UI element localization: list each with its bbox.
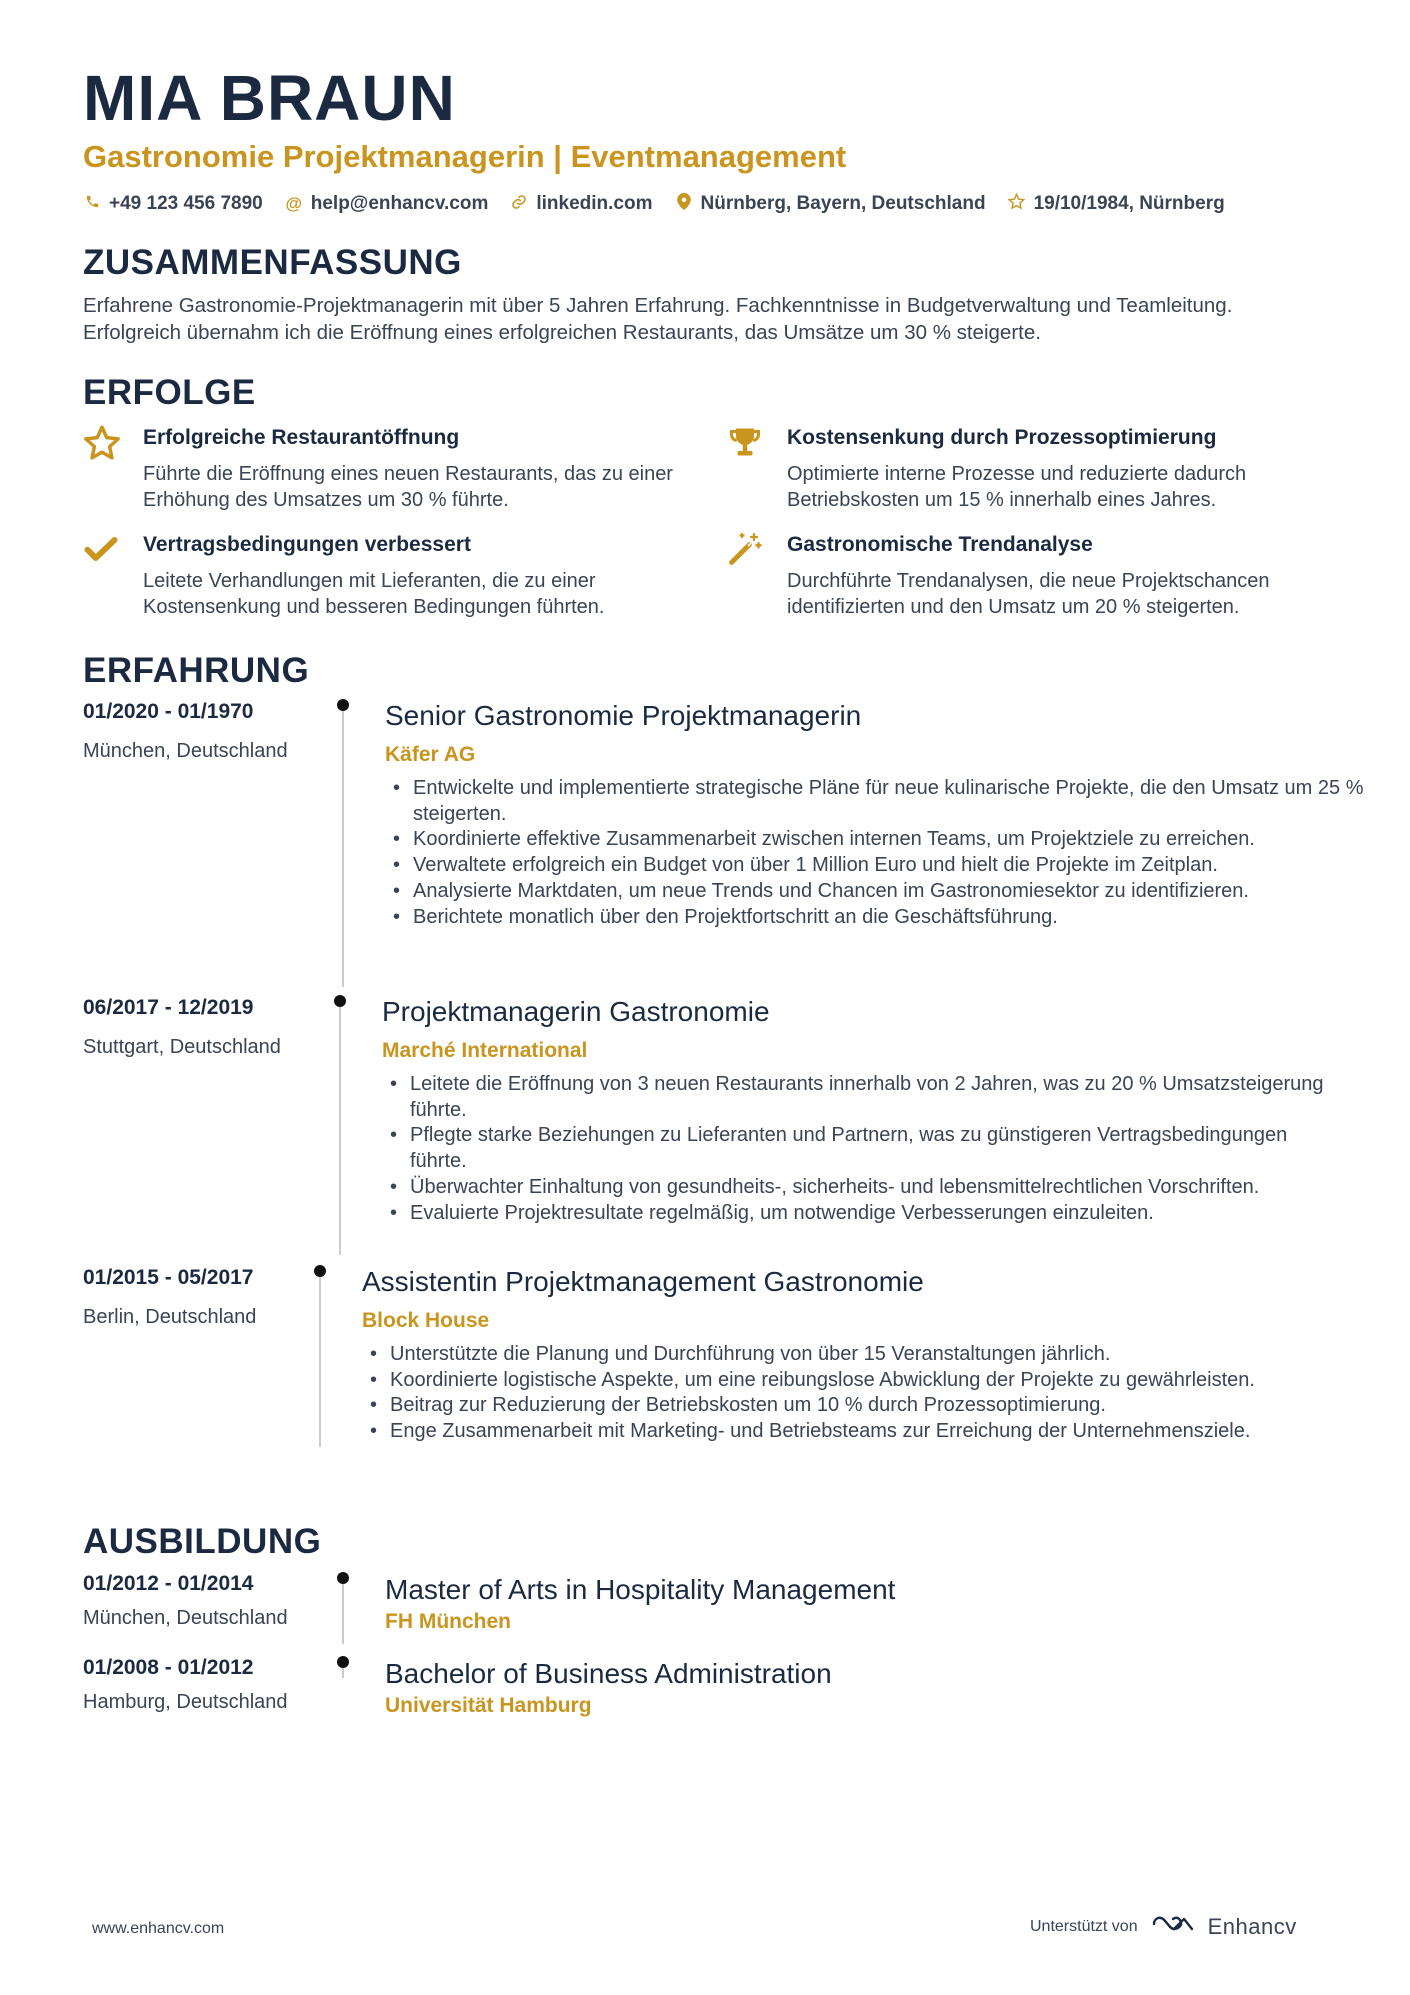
candidate-name: MIA BRAUN <box>83 62 456 134</box>
job-title: Projektmanagerin Gastronomie <box>382 996 770 1027</box>
timeline-line <box>342 711 344 987</box>
achievement-title: Vertragsbedingungen verbessert <box>143 533 471 556</box>
contact-location <box>675 193 986 215</box>
job-bullet: • Leitete die Eröffnung von 3 neuen Restaurants innerhalb von 2 Jahren, was zu 20 % Umsatzsteigerung führte. <box>382 1072 1342 1123</box>
education-title: AUSBILDUNG <box>83 1522 322 1561</box>
job-bullet: • Koordinierte effektive Zusammenarbeit zwischen internen Teams, um Projektziele zu erreichen. <box>385 827 1410 853</box>
job-bullet: • Verwaltete erfolgreich ein Budget von über 1 Million Euro und hielt die Projekte im Zeitplan. <box>385 853 1410 879</box>
job-company: Marché International <box>382 1039 588 1062</box>
timeline-dot <box>337 1572 349 1584</box>
timeline-dot <box>334 995 346 1007</box>
timeline-dot <box>337 699 349 711</box>
job-bullet: • Pflegte starke Beziehungen zu Lieferanten und Partnern, was zu günstigeren Vertragsbedingungen führte. <box>382 1123 1342 1174</box>
summary-text: Erfahrene Gastronomie-Projektmanagerin mit über 5 Jahren Erfahrung. Fachkenntnisse in Budgetverwaltung und Teamleitung. Erfolgreich übernahm ich die Eröffnung eines erfolgreichen Restaurants, das Umsätze um 30 % steigerte. <box>83 294 1233 344</box>
job-bullets <box>362 1342 1302 1445</box>
achievements-title: ERFOLGE <box>83 373 256 412</box>
magic-wand-icon <box>727 531 767 571</box>
contact-email[interactable] <box>285 193 489 215</box>
job-date: 06/2017 - 12/2019 <box>83 996 254 1019</box>
contact-birth-text: 19/10/1984, Nürnberg <box>1033 193 1225 214</box>
achievement-desc: Leitete Verhandlungen mit Lieferanten, die zu einer Kostensenkung und besseren Bedingungen führten. <box>143 570 605 618</box>
job-title: Senior Gastronomie Projektmanagerin <box>385 700 862 731</box>
summary-title: ZUSAMMENFASSUNG <box>83 243 462 282</box>
job-date: 01/2015 - 05/2017 <box>83 1266 254 1289</box>
job-bullets <box>382 1072 1342 1226</box>
contact-email-text: help@enhancv.com <box>310 193 489 214</box>
edu-school: Universität Hamburg <box>385 1694 592 1717</box>
job-bullet: • Enge Zusammenarbeit mit Marketing- und Betriebsteams zur Erreichung der Unternehmensziele. <box>362 1419 1302 1445</box>
timeline-line <box>319 1277 321 1447</box>
timeline-line <box>342 1668 344 1678</box>
job-bullet: • Koordinierte logistische Aspekte, um eine reibungslose Abwicklung der Projekte zu gewährleisten. <box>362 1368 1302 1394</box>
achievement-desc: Durchführte Trendanalysen, die neue Projektschancen identifizierten und den Umsatz um 20 % steigerten. <box>787 570 1270 618</box>
contact-birth <box>1008 193 1225 215</box>
achievement-title: Gastronomische Trendanalyse <box>787 533 1093 556</box>
edu-date: 01/2008 - 01/2012 <box>83 1656 254 1679</box>
contact-linkedin[interactable] <box>510 193 652 215</box>
job-location: Stuttgart, Deutschland <box>83 1036 281 1058</box>
link-icon <box>510 194 528 215</box>
achievement-title: Erfolgreiche Restaurantöffnung <box>143 426 460 449</box>
powered-by-label: Unterstützt von <box>1030 1917 1138 1935</box>
location-icon <box>675 193 693 215</box>
footer-website[interactable]: www.enhancv.com <box>92 1920 225 1937</box>
job-bullets <box>385 776 1410 930</box>
experience-title: ERFAHRUNG <box>83 651 310 690</box>
job-bullet: • Evaluierte Projektresultate regelmäßig, um notwendige Verbesserungen einzuleiten. <box>382 1201 1342 1227</box>
achievement-desc: Führte die Eröffnung eines neuen Restaurants, das zu einer Erhöhung des Umsatzes um 30 % führte. <box>143 463 673 511</box>
star-icon <box>83 424 123 464</box>
contact-linkedin-text: linkedin.com <box>536 193 653 214</box>
job-bullet: • Unterstützte die Planung und Durchführung von über 15 Veranstaltungen jährlich. <box>362 1342 1302 1368</box>
job-bullet: • Berichtete monatlich über den Projektfortschritt an die Geschäftsführung. <box>385 905 1410 931</box>
edu-degree: Bachelor of Business Administration <box>385 1658 832 1689</box>
job-title: Assistentin Projektmanagement Gastronomie <box>362 1266 924 1297</box>
brand-name: Enhancv <box>1207 1913 1297 1939</box>
job-location: Berlin, Deutschland <box>83 1306 257 1328</box>
contact-bar <box>83 193 1225 215</box>
edu-degree: Master of Arts in Hospitality Management <box>385 1574 896 1605</box>
timeline-dot <box>314 1265 326 1277</box>
job-bullet: • Entwickelte und implementierte strategische Pläne für neue kulinarische Projekte, die den Umsatz um 25 % steigerten. <box>385 776 1410 827</box>
achievement-title: Kostensenkung durch Prozessoptimierung <box>787 426 1217 449</box>
job-company: Block House <box>362 1309 490 1332</box>
checkmark-icon <box>83 531 123 571</box>
timeline-line <box>342 1584 344 1644</box>
star-icon <box>1008 193 1026 215</box>
edu-school: FH München <box>385 1610 511 1633</box>
job-date: 01/2020 - 01/1970 <box>83 700 254 723</box>
candidate-headline: Gastronomie Projektmanagerin | Eventmanagement <box>83 139 847 174</box>
timeline-dot <box>337 1656 349 1668</box>
job-bullet: • Überwachter Einhaltung von gesundheits-, sicherheits- und lebensmittelrechtlichen Vorschriften. <box>382 1175 1342 1201</box>
edu-location: Hamburg, Deutschland <box>83 1691 288 1713</box>
timeline-line <box>339 1007 341 1255</box>
phone-icon <box>83 194 101 214</box>
edu-date: 01/2012 - 01/2014 <box>83 1572 254 1595</box>
job-company: Käfer AG <box>385 743 476 766</box>
enhancv-logo-icon <box>1150 1912 1196 1941</box>
job-location: München, Deutschland <box>83 740 288 762</box>
job-bullet: • Beitrag zur Reduzierung der Betriebskosten um 10 % durch Prozessoptimierung. <box>362 1393 1302 1419</box>
at-icon: @ <box>285 194 303 213</box>
footer-branding[interactable] <box>1030 1912 1297 1941</box>
trophy-icon <box>727 424 767 464</box>
job-bullet: • Analysierte Marktdaten, um neue Trends und Chancen im Gastronomiesektor zu identifizieren. <box>385 879 1410 905</box>
contact-location-text: Nürnberg, Bayern, Deutschland <box>700 193 986 214</box>
achievement-desc: Optimierte interne Prozesse und reduzierte dadurch Betriebskosten um 15 % innerhalb eines Jahres. <box>787 463 1247 511</box>
edu-location: München, Deutschland <box>83 1607 288 1629</box>
contact-phone-text: +49 123 456 7890 <box>109 193 263 214</box>
contact-phone[interactable] <box>83 193 263 215</box>
